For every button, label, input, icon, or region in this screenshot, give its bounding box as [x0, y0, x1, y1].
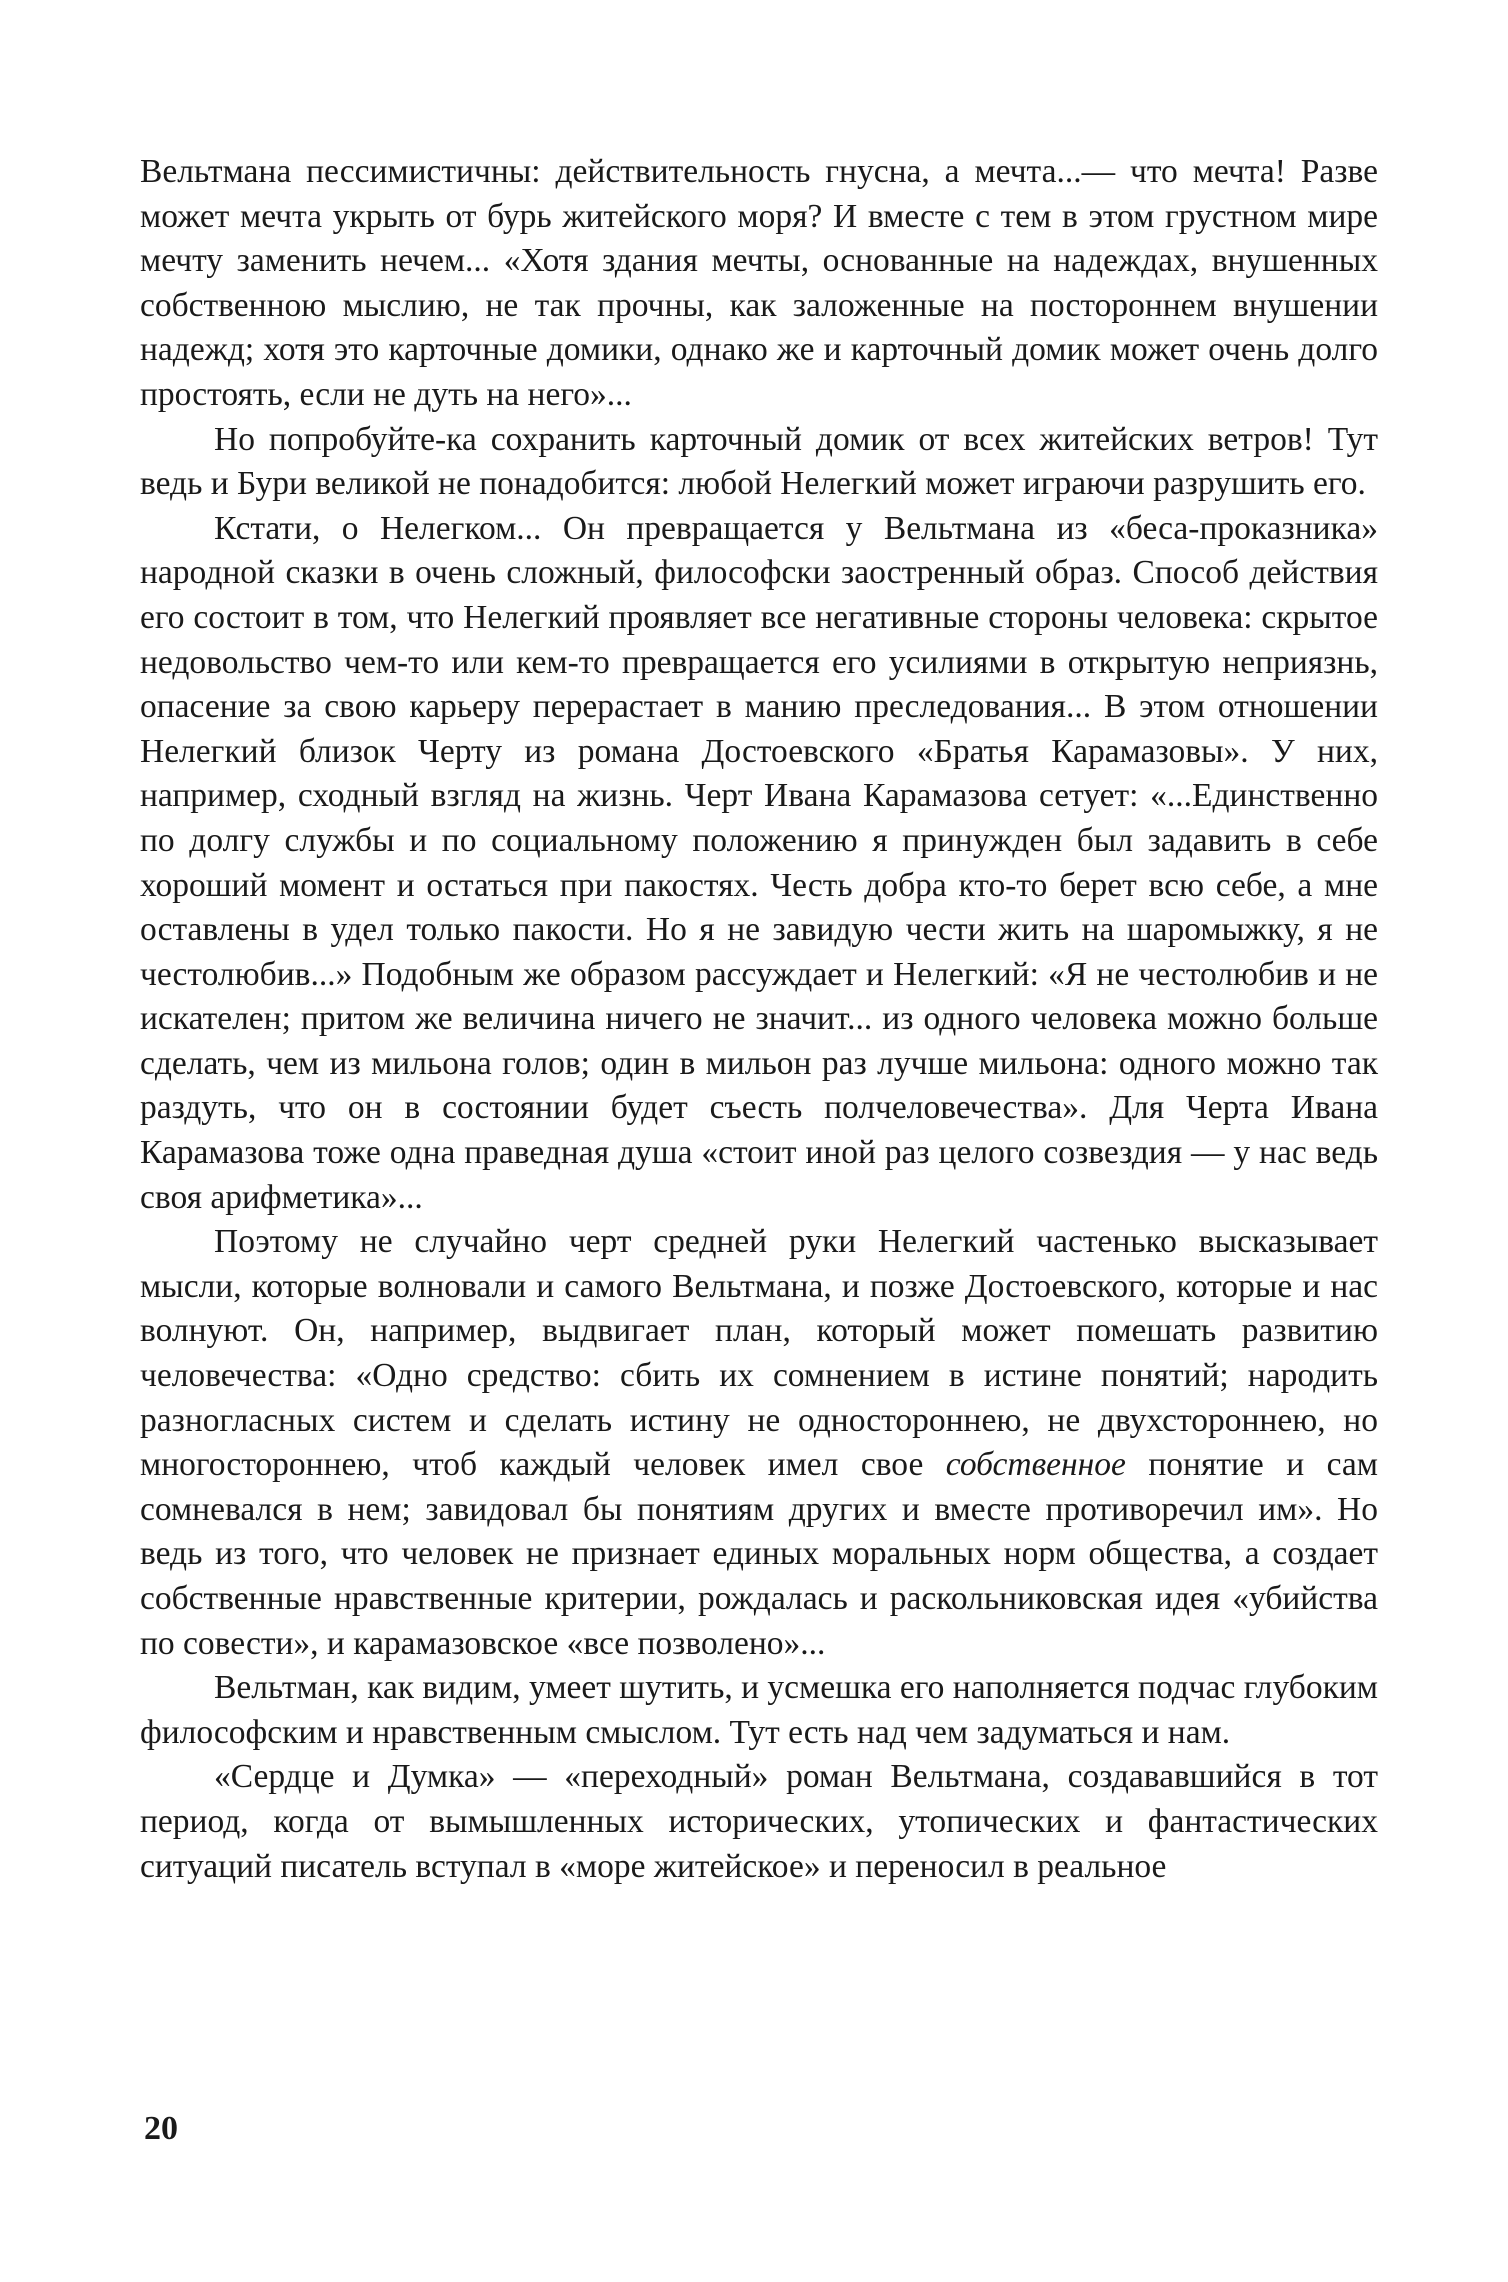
paragraph-4	[140, 1220, 1378, 1666]
paragraph-4-text-after: понятие и сам сомневался в нем; завидовал бы понятиям других и вместе противоречил им». Но ведь из того, что человек не признает единых моральных норм общества, а создает собственные нравственные критерии, рождалась и раскольниковская идея «убийства по совести», и карамазовское «все позволено»...	[140, 1446, 1378, 1662]
page-body	[140, 150, 1378, 1889]
paragraph-5: Вельтман, как видим, умеет шутить, и усмешка его наполняется подчас глубоким философским и нравственным смыслом. Тут есть над чем задуматься и нам.	[140, 1669, 1378, 1751]
page-number: 20	[144, 2110, 178, 2147]
paragraph-3: Кстати, о Нелегком... Он превращается у Вельтмана из «беса-проказника» народной сказки в очень сложный, философски заостренный образ. Способ действия его состоит в том, что Нелегкий проявляет все негативные стороны человека: скрытое недовольство чем-то или кем-то превращается его усилиями в открытую неприязнь, опасение за свою карьеру перерастает в манию преследования... В этом отношении Нелегкий близок Черту из романа Достоевского «Братья Карамазовы». У них, например, сходный взгляд на жизнь. Черт Ивана Карамазова сетует: «...Единственно по долгу службы и по социальному положению я принужден был задавить в себе хороший момент и остаться при пакостях. Честь добра кто-то берет всю себе, а мне оставлены в удел только пакости. Но я не завидую чести жить на шаромыжку, я не честолюбив...» Подобным же образом рассуждает и Нелегкий: «Я не честолюбив и не искателен; притом же величина ничего не значит... из одного человека можно больше сделать, чем из мильона голов; один в мильон раз лучше мильона: одного можно так раздуть, что он в состоянии будет съесть полчеловечества». Для Черта Ивана Карамазова тоже одна праведная душа «стоит иной раз целого созвездия — у нас ведь своя арифметика»...	[140, 509, 1378, 1216]
paragraph-1: Вельтмана пессимистичны: действительность гнусна, а мечта...— что мечта! Разве может мечта укрыть от бурь житейского моря? И вместе с тем в этом грустном мире мечту заменить нечем... «Хотя здания мечты, основанные на надеждах, внушенных собственною мыслию, не так прочны, как заложенные на постороннем внушении надежд; хотя это карточные домики, однако же и карточный домик может очень долго простоять, если не дуть на него»...	[140, 153, 1378, 413]
paragraph-4-text-before: Поэтому не случайно черт средней руки Нелегкий частенько высказывает мысли, которые волновали и самого Вельтмана, и позже Достоевского, которые и нас волнуют. Он, например, выдвигает план, который может помешать развитию человечества: «Одно средство: сбить их сомнением в истине понятий; народить разногласных систем и сделать истину не одностороннею, не двухстороннею, но многостороннею, чтоб каждый человек имел свое	[140, 1223, 1378, 1484]
paragraph-2: Но попробуйте-ка сохранить карточный домик от всех житейских ветров! Тут ведь и Бури великой не понадобится: любой Нелегкий может играючи разрушить его.	[140, 420, 1378, 503]
paragraph-4-emphasis: собственное	[945, 1446, 1126, 1484]
paragraph-6: «Сердце и Думка» — «переходный» роман Вельтмана, создававшийся в тот период, когда от вымышленных исторических, утопических и фантастических ситуаций писатель вступал в «море житейское» и переносил в реальное	[140, 1758, 1378, 1885]
